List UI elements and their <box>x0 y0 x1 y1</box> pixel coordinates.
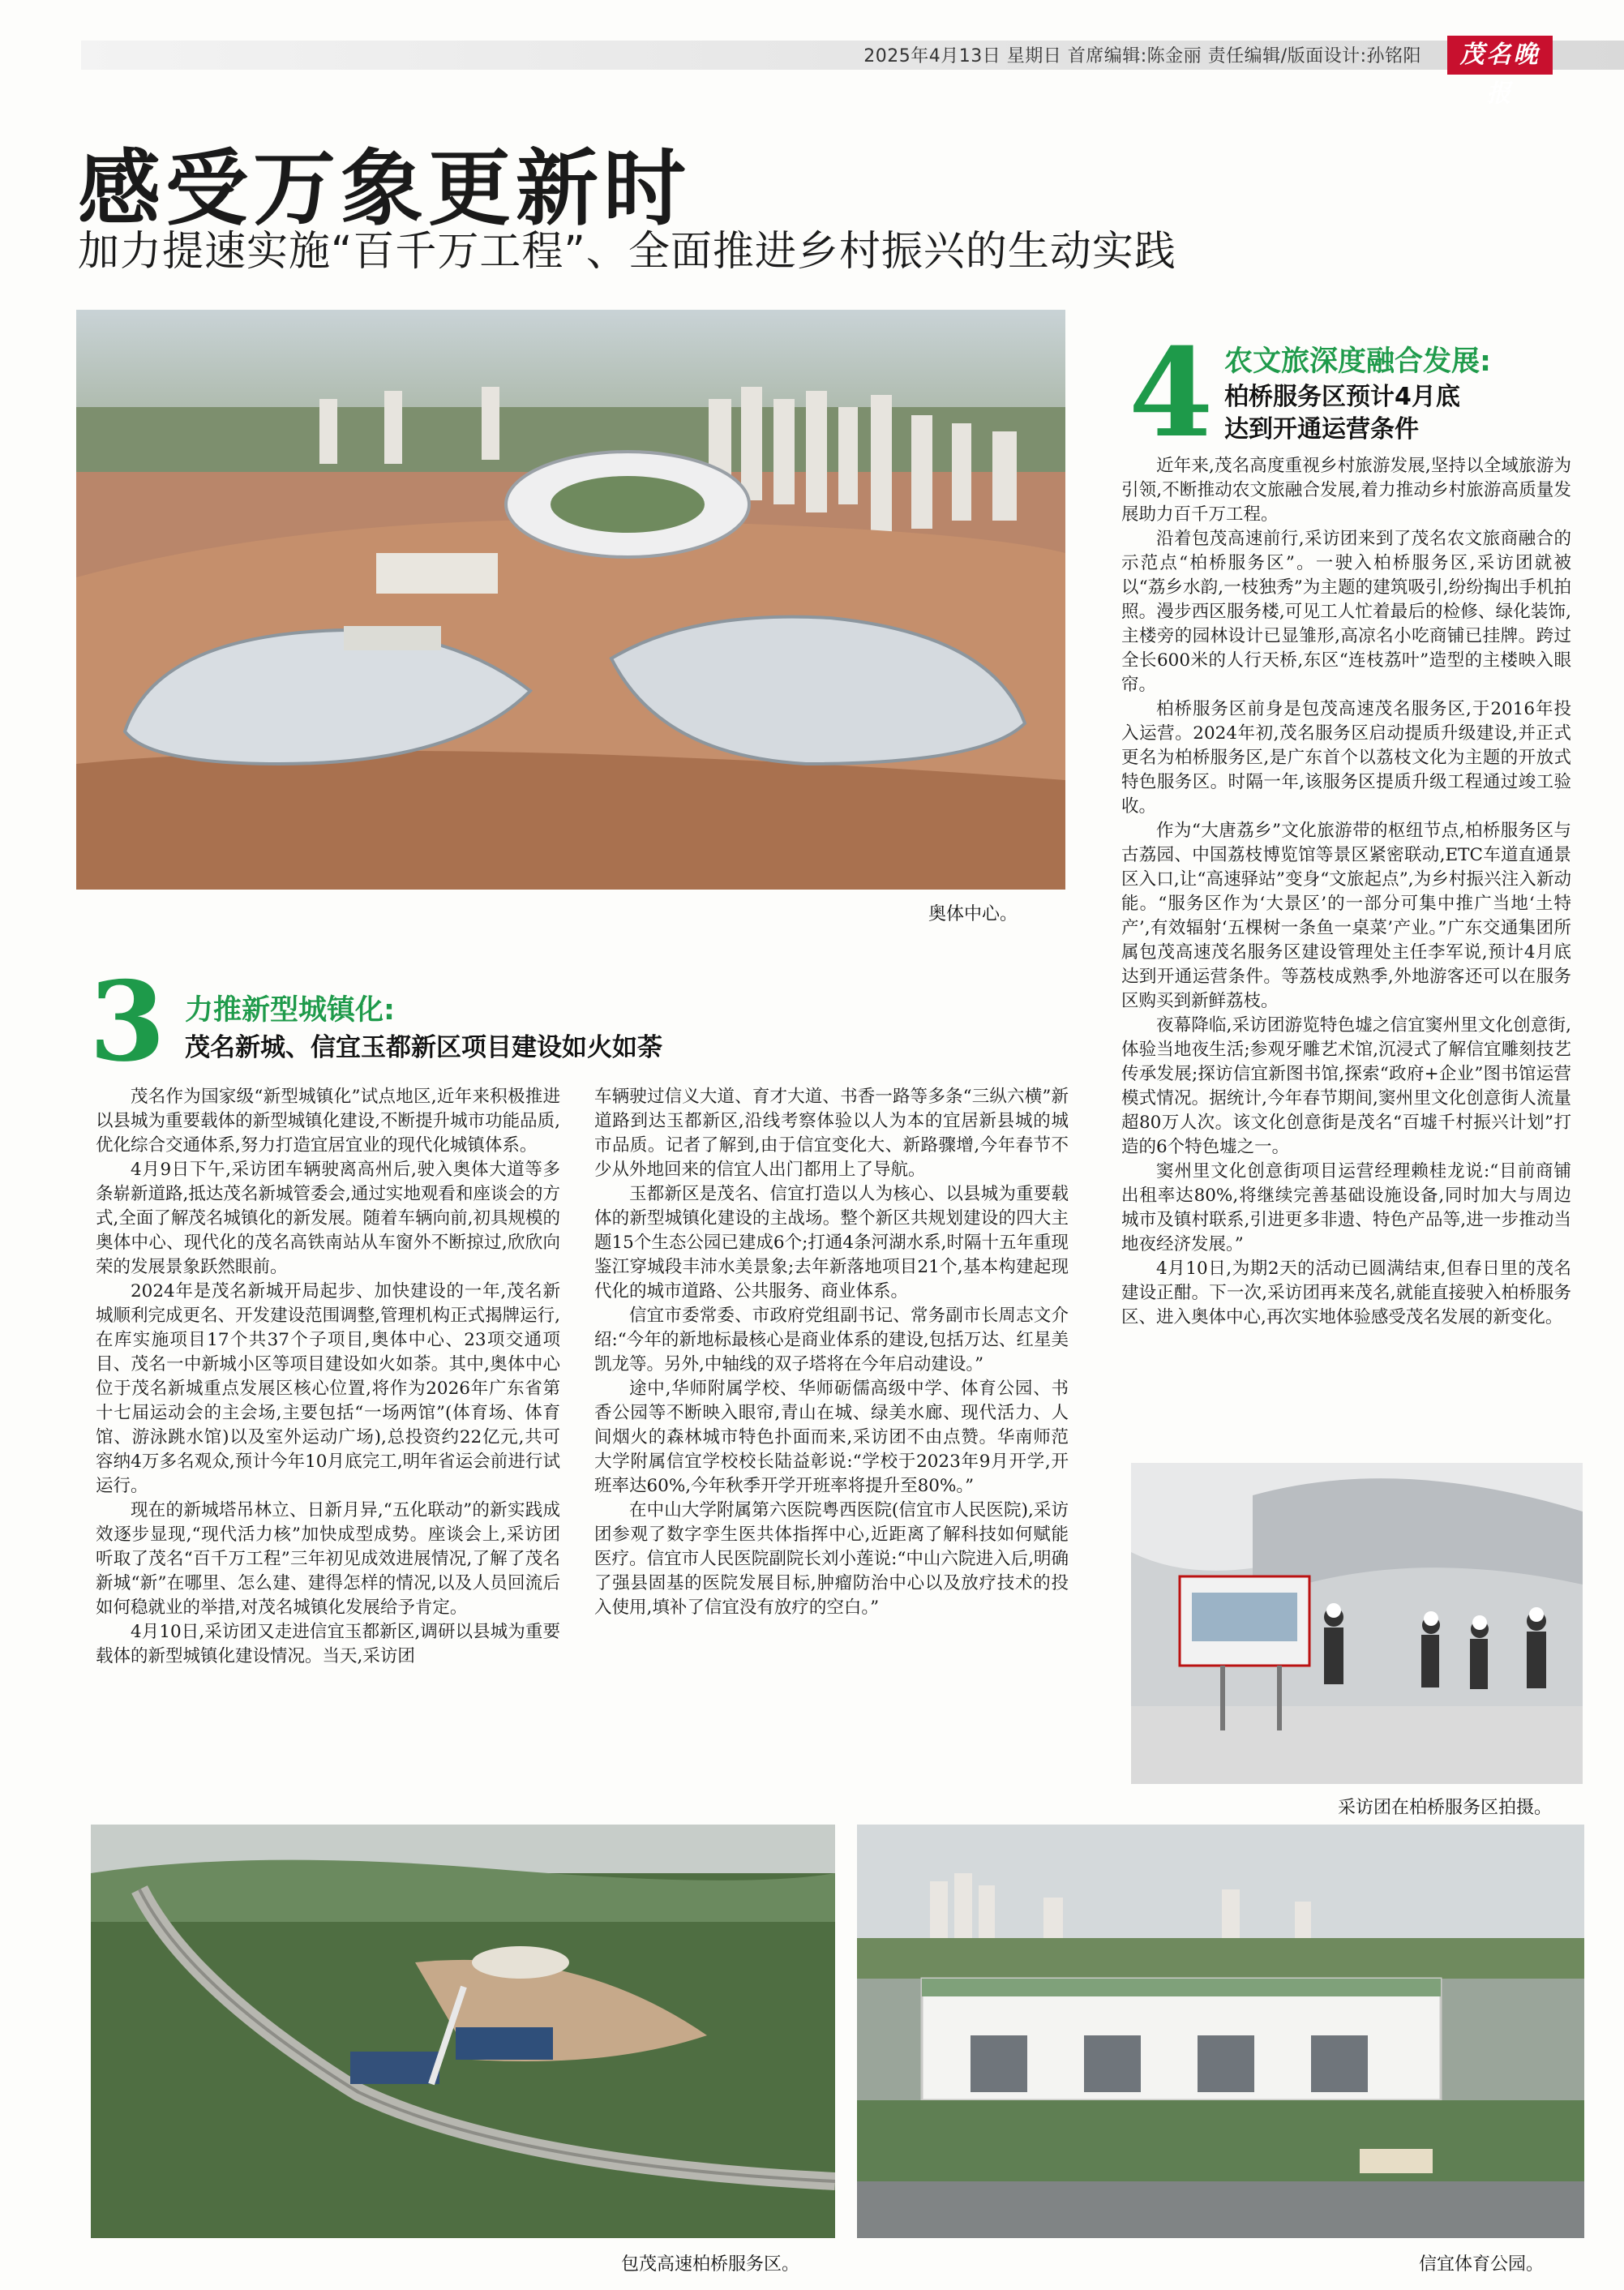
paragraph: 4月10日,为期2天的活动已圆满结束,但春日里的茂名建设正酣。下一次,采访团再来茂名,就能直接驶入柏桥服务区、进入奥体中心,再次实地体验感受茂名发展的新变化。 <box>1121 1259 1571 1327</box>
sports-center-photo <box>76 310 1065 890</box>
page-subtitle: 加力提速实施“百千万工程”、全面推进乡村振兴的生动实践 <box>78 228 1176 276</box>
paragraph: 现在的新城塔吊林立、日新月异,“五化联动”的新实践成效逐步显现,“现代活力核”加快成型成势。座谈会上,采访团听取了茂名“百千万工程”三年初见成效进展情况,了解了茂名新城“新”在哪里、怎么建、建得怎样的情况,以及人员回流后如何稳就业的举措,对茂名城镇化发展给予肯定。 <box>96 1500 560 1618</box>
baoqiao-service-area-photo <box>91 1825 835 2238</box>
paragraph: 2024年是茂名新城开局起步、加快建设的一年,茂名新城顺利完成更名、开发建设范围调整,管理机构正式揭牌运行,在库实施项目17个共37个子项目,奥体中心、23项交通项目、茂名一中新城小区等项目建设如火如荼。其中,奥体中心位于茂名新城重点发展区核心位置,将作为2026年广东省第十七届运动会的主会场,主要包括“一场两馆”(体育场、体育馆、游泳跳水馆)以及室外运动广场),总投资约22亿元,共可容纳4万多名观众,预计今年10月底完工,明年省运会前进行试运行。 <box>96 1281 560 1496</box>
header-meta: 2025年4月13日 星期日 首席编辑:陈金丽 责任编辑/版面设计:孙铭阳 <box>863 46 1421 66</box>
page-title: 感受万象更新时 <box>78 141 691 238</box>
newspaper-logo: 茂名晚报 <box>1447 36 1553 75</box>
sports-center-caption: 奥体中心。 <box>928 904 1018 924</box>
section4-subheading-line2: 达到开通运营条件 <box>1224 415 1419 444</box>
section4-heading: 农文旅深度融合发展: <box>1224 345 1491 378</box>
service-area-interview-photo <box>1131 1463 1583 1784</box>
section3-heading: 力推新型城镇化: <box>185 994 395 1027</box>
section3-number: 3 <box>89 957 165 1086</box>
paragraph: 4月10日,采访团又走进信宜玉都新区,调研以县城为重要载体的新型城镇化建设情况。当天,采访团 <box>96 1622 560 1666</box>
paragraph: 信宜市委常委、市政府党组副书记、常务副市长周志文介绍:“今年的新地标最核心是商业体系的建设,包括万达、红星美凯龙等。另外,中轴线的双子塔将在今年启动建设。” <box>594 1306 1069 1374</box>
paragraph: 夜幕降临,采访团游览特色墟之信宜窦州里文化创意街,体验当地夜生活;参观牙雕艺术馆,沉浸式了解信宜雕刻技艺传承发展;探访信宜新图书馆,探索“政府+企业”图书馆运营模式情况。据统计,今年春节期间,窦州里文化创意街人流量超80万人次。该文化创意街是茂名“百墟千村振兴计划”打造的6个特色墟之一。 <box>1121 1015 1571 1157</box>
paragraph: 玉都新区是茂名、信宜打造以人为核心、以县城为重要载体的新型城镇化建设的主战场。整个新区共规划建设的四大主题15个生态公园已建成6个;打通4条河湖水系,时隔十五年重现鉴江穿城段丰沛水美景象;去年新落地项目21个,基本构建起现代化的城市道路、公共服务、商业体系。 <box>594 1184 1069 1302</box>
paragraph: 车辆驶过信义大道、育才大道、书香一路等多条“三纵六横”新道路到达玉都新区,沿线考察体验以人为本的宜居新县城的城市品质。记者了解到,由于信宜变化大、新路骤增,今年春节不少从外地回来的信宜人出门都用上了导航。 <box>594 1087 1069 1180</box>
paragraph: 柏桥服务区前身是包茂高速茂名服务区,于2016年投入运营。2024年初,茂名服务区启动提质升级建设,并正式更名为柏桥服务区,是广东首个以荔枝文化为主题的开放式特色服务区。时隔一年,该服务区提质升级工程通过竣工验收。 <box>1121 699 1571 817</box>
section4-body <box>1121 454 1571 1330</box>
paragraph: 茂名作为国家级“新型城镇化”试点地区,近年来积极推进以县城为重要载体的新型城镇化建设,不断提升城市功能品质,优化综合交通体系,努力打造宜居宜业的现代化城镇体系。 <box>96 1087 560 1156</box>
baoqiao-caption: 包茂高速柏桥服务区。 <box>621 2254 800 2275</box>
section4-number: 4 <box>1129 322 1214 465</box>
paragraph: 作为“大唐荔乡”文化旅游带的枢纽节点,柏桥服务区与古荔园、中国荔枝博览馆等景区紧密联动,ETC车道直通景区入口,让“高速驿站”变身“文旅起点”,为乡村振兴注入新动能。“服务区作为‘大景区’的一部分可集中推广当地‘土特产’,有效辐射‘五棵树一条鱼一桌菜’产业。”广东交通集团所属包茂高速茂名服务区建设管理处主任李军说,预计4月底达到开通运营条件。等荔枝成熟季,外地游客还可以在服务区购买到新鲜荔枝。 <box>1121 821 1571 1011</box>
section3-subheading: 茂名新城、信宜玉都新区项目建设如火如荼 <box>185 1033 662 1062</box>
paragraph: 沿着包茂高速前行,采访团来到了茂名农文旅商融合的示范点“柏桥服务区”。一驶入柏桥服务区,采访团就被以“荔乡水韵,一枝独秀”为主题的建筑吸引,纷纷掏出手机拍照。漫步西区服务楼,可见工人忙着最后的检修、绿化装饰,主楼旁的园林设计已显雏形,高凉名小吃商铺已挂牌。跨过全长600米的人行天桥,东区“连枝荔叶”造型的主楼映入眼帘。 <box>1121 529 1571 695</box>
paragraph: 在中山大学附属第六医院粤西医院(信宜市人民医院),采访团参观了数字孪生医共体指挥中心,近距离了解科技如何赋能医疗。信宜市人民医院副院长刘小莲说:“中山六院进入后,明确了强县固基的医院发展目标,肿瘤防治中心以及放疗技术的投入使用,填补了信宜没有放疗的空白。” <box>594 1500 1069 1618</box>
xinyi-caption: 信宜体育公园。 <box>1419 2254 1545 2275</box>
xinyi-sports-park-photo <box>857 1825 1584 2238</box>
section3-column-2 <box>594 1085 1069 1620</box>
service-area-caption: 采访团在柏桥服务区拍摄。 <box>1338 1798 1553 1818</box>
paragraph: 窦州里文化创意街项目运营经理赖桂龙说:“目前商铺出租率达80%,将继续完善基础设施设备,同时加大与周边城市及镇村联系,引进更多非遗、特色产品等,进一步推动当地夜经济发展。” <box>1121 1161 1571 1254</box>
paragraph: 近年来,茂名高度重视乡村旅游发展,坚持以全域旅游为引领,不断推动农文旅融合发展,着力推动乡村旅游高质量发展助力百千万工程。 <box>1121 456 1571 525</box>
section4-subheading-line1: 柏桥服务区预计4月底 <box>1224 383 1460 411</box>
section3-column-1 <box>96 1085 560 1669</box>
paragraph: 4月9日下午,采访团车辆驶离高州后,驶入奥体大道等多条崭新道路,抵达茂名新城管委会,通过实地观看和座谈会的方式,全面了解茂名城镇化的新发展。随着车辆向前,初具规模的奥体中心、现代化的茂名高铁南站从车窗外不断掠过,欣欣向荣的发展景象跃然眼前。 <box>96 1160 560 1277</box>
paragraph: 途中,华师附属学校、华师砺儒高级中学、体育公园、书香公园等不断映入眼帘,青山在城、绿美水廊、现代活力、人间烟火的森林城市特色扑面而来,采访团不由点赞。华南师范大学附属信宜学校校长陆益彰说:“学校于2023年9月开学,开班率达60%,今年秋季开学开班率将提升至80%。” <box>594 1379 1069 1496</box>
